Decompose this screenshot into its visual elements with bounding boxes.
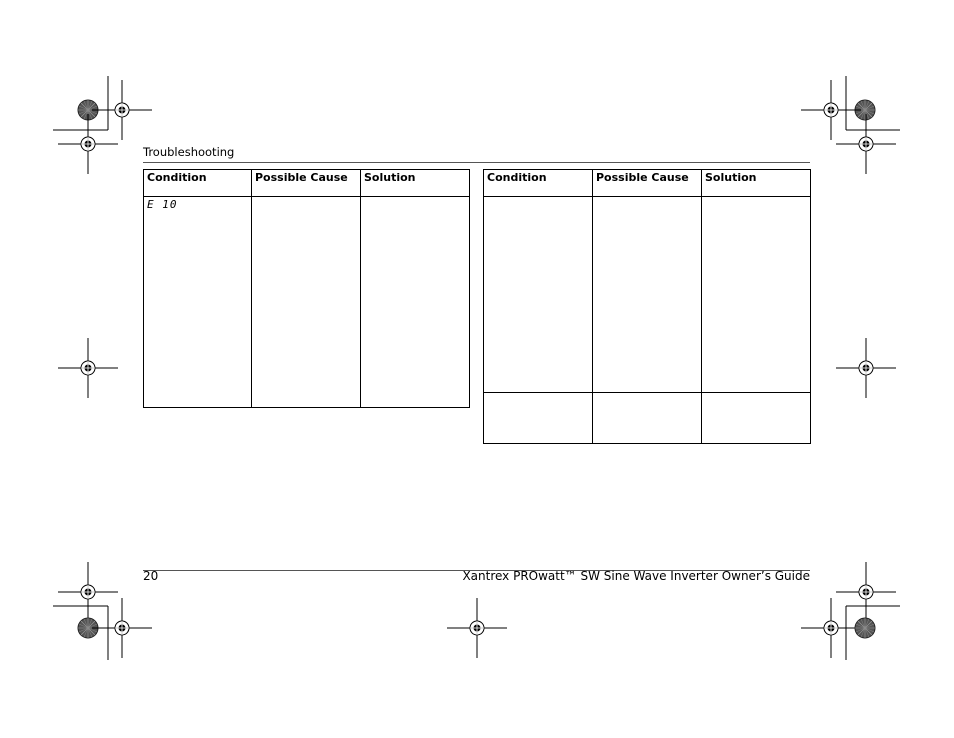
- condition-cell: [484, 197, 593, 393]
- table-row: [144, 197, 470, 408]
- solution-cell: [702, 197, 811, 393]
- table-row: [484, 393, 811, 444]
- column-header-condition: Condition: [484, 170, 593, 197]
- section-title: Troubleshooting: [143, 145, 235, 159]
- solution-cell: [361, 197, 470, 408]
- cause-cell: [252, 197, 361, 408]
- troubleshooting-table-left: [143, 169, 470, 408]
- solution-cell: [702, 393, 811, 444]
- column-header-solution: Solution: [361, 170, 470, 197]
- header-rule: [143, 162, 810, 163]
- error-code: E 10: [147, 198, 178, 211]
- condition-cell: [144, 197, 252, 408]
- column-header-possible-cause: Possible Cause: [593, 170, 702, 197]
- table-header-row: [484, 170, 811, 197]
- column-header-condition: Condition: [144, 170, 252, 197]
- column-header-possible-cause: Possible Cause: [252, 170, 361, 197]
- column-header-solution: Solution: [702, 170, 811, 197]
- troubleshooting-table-right: [483, 169, 811, 444]
- document-title: Xantrex PROwatt™ SW Sine Wave Inverter Owner’s Guide: [462, 569, 810, 583]
- page-number: 20: [143, 569, 159, 583]
- cause-cell: [593, 197, 702, 393]
- cause-cell: [593, 393, 702, 444]
- table-header-row: [144, 170, 470, 197]
- condition-cell: [484, 393, 593, 444]
- table-row: [484, 197, 811, 393]
